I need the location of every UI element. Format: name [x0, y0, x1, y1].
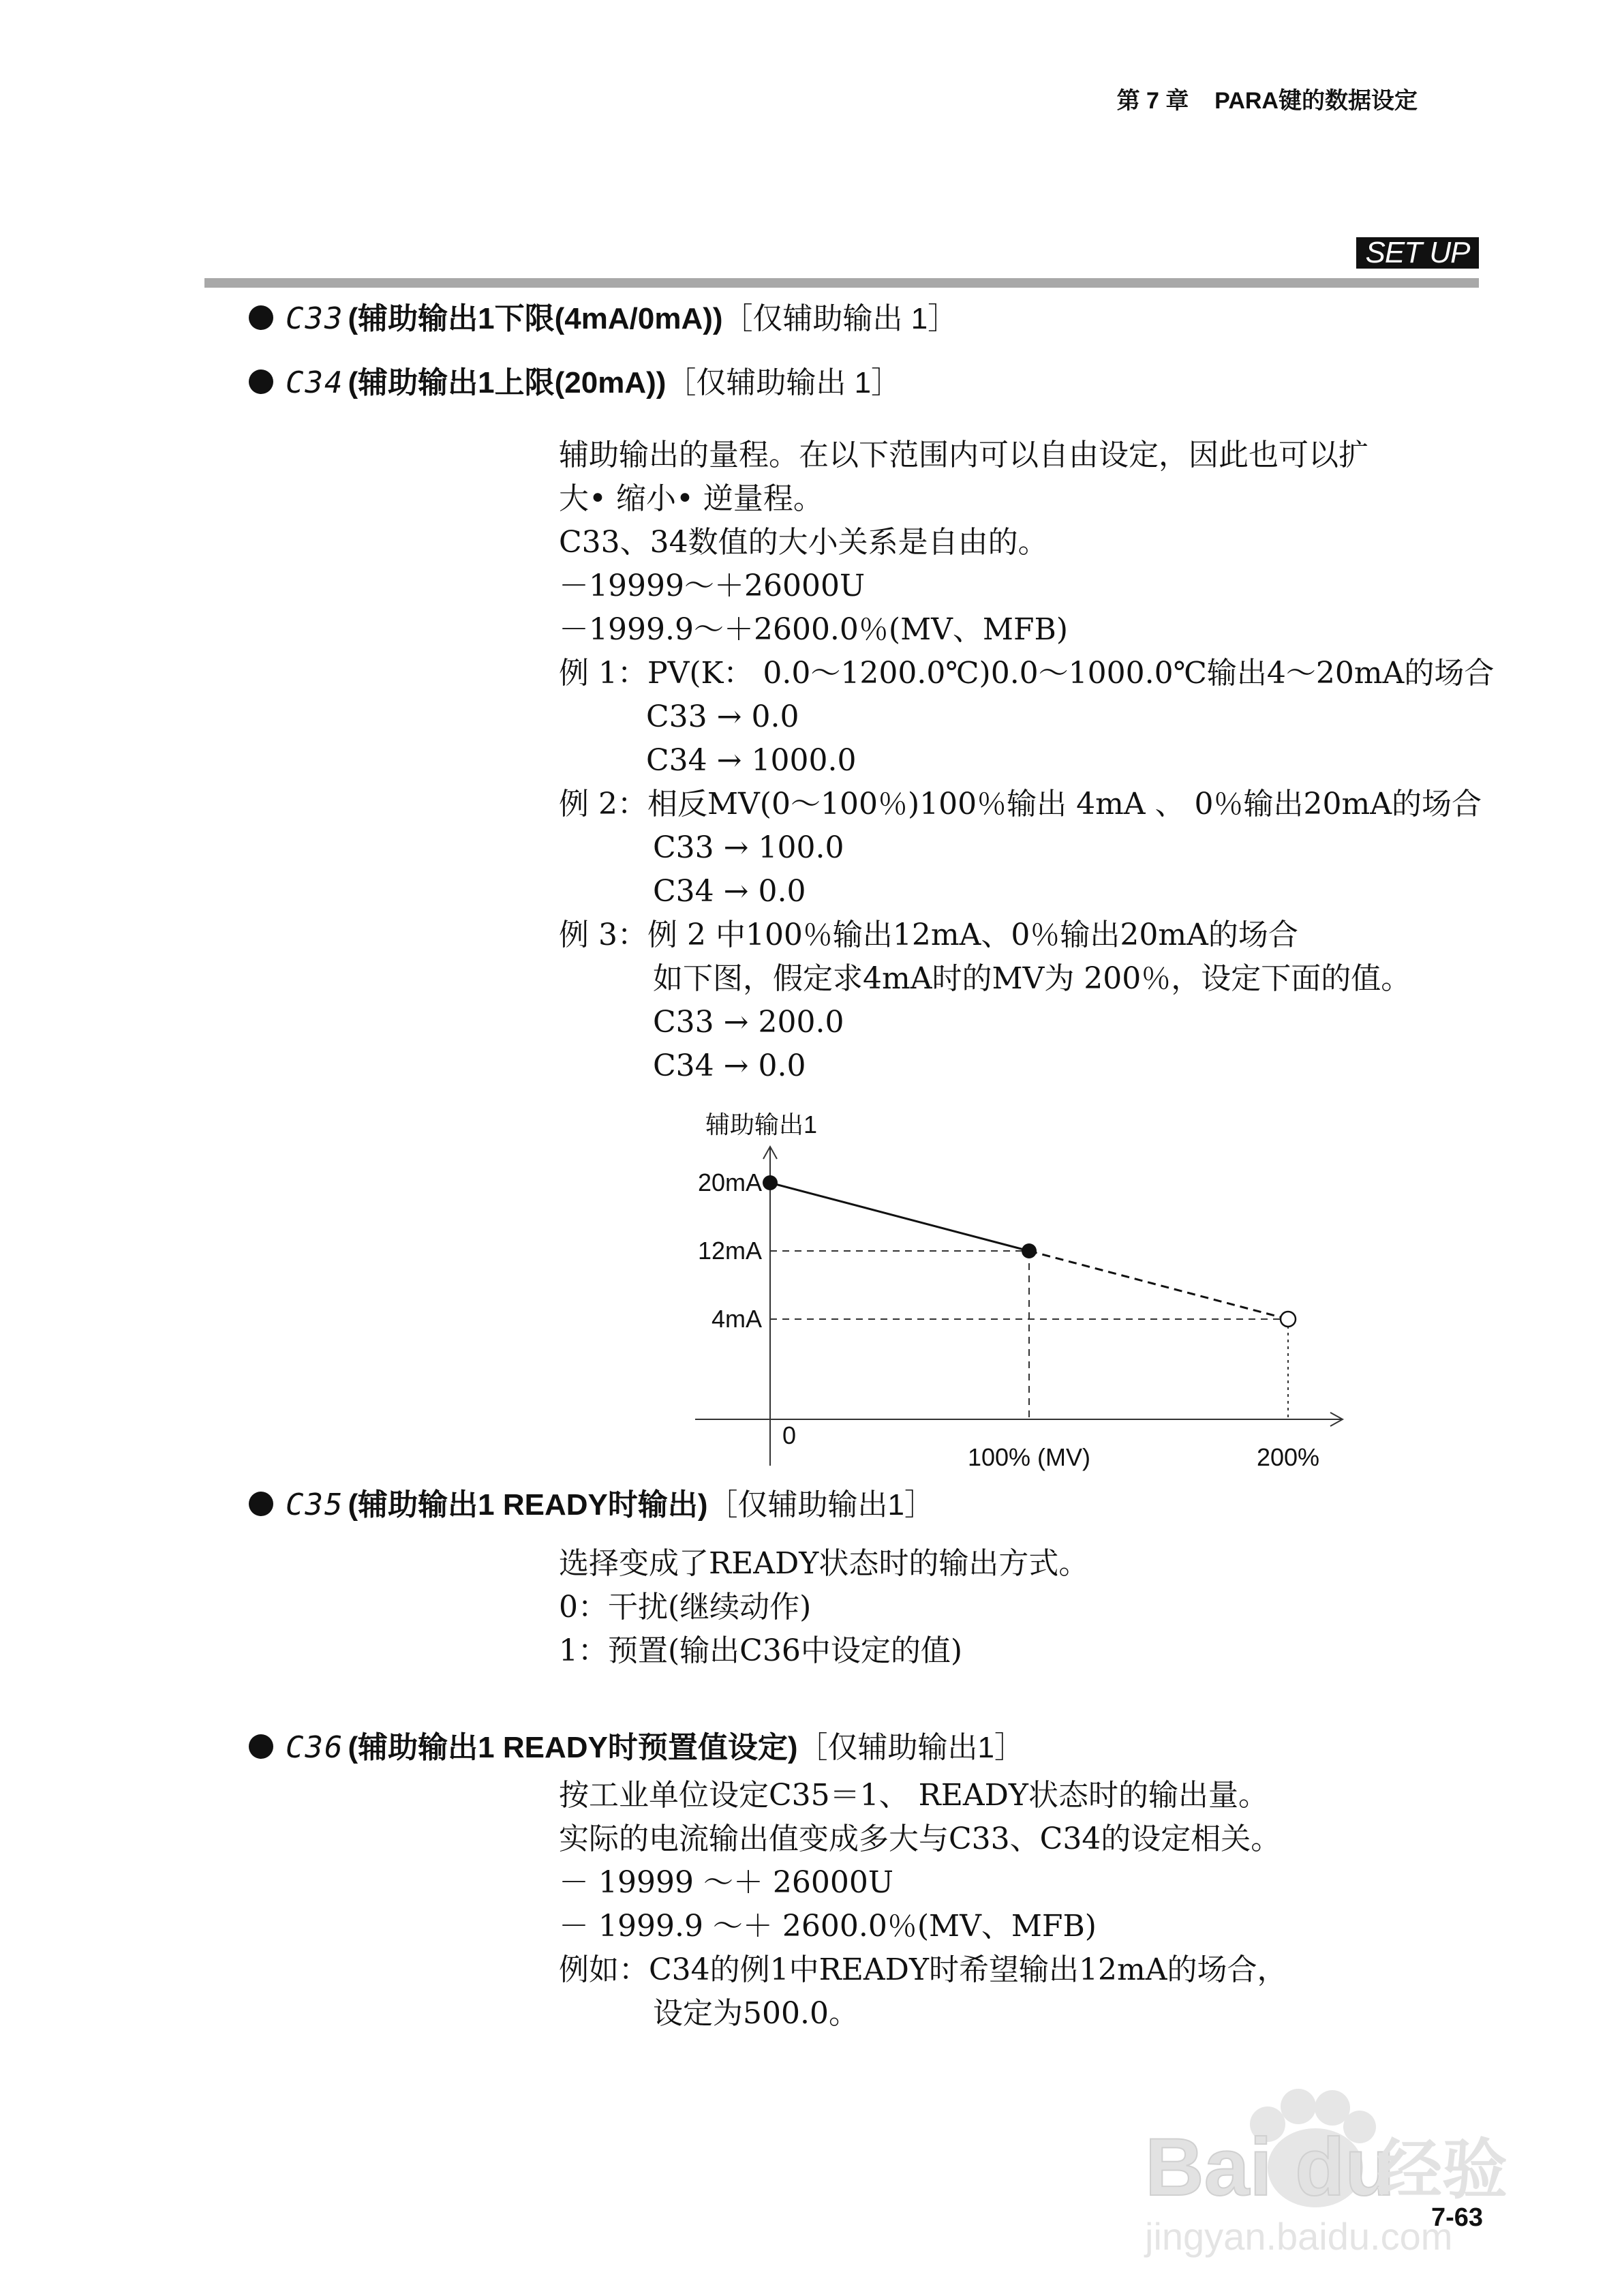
page-number: 7-63: [1431, 2203, 1484, 2232]
watermark-product: 经验: [1377, 2132, 1508, 2208]
text-line: C33 → 0.0: [646, 699, 799, 734]
text-line: － 1999.9 ～＋ 2600.0％(MV、MFB): [559, 1909, 1097, 1944]
example-1: 例 1：PV(K： 0.0～1200.0℃)0.0～1000.0℃输出4～20mA的场合: [559, 656, 1495, 691]
y-tick-label: 12mA: [697, 1237, 762, 1265]
text-line: －1999.9～＋2600.0％(MV、MFB): [559, 612, 1068, 647]
c36-tag: ［仅辅助输出1］: [797, 1731, 1024, 1764]
chapter-title: PARA键的数据设定: [1214, 88, 1418, 114]
text-line: －19999～＋26000U: [559, 569, 866, 603]
bullet-icon: [249, 369, 273, 394]
c33-tag: ［仅辅助输出 1］: [722, 302, 958, 335]
chapter-label: 第 7 章: [1116, 88, 1189, 114]
c35-tag: ［仅辅助输出1］: [707, 1488, 934, 1522]
text-line: 按工业单位设定C35＝1、 READY状态时的输出量。: [559, 1778, 1268, 1813]
item-c36: [249, 1729, 1024, 1767]
point-200-open: [1281, 1312, 1296, 1327]
series-dashed-line: [1029, 1251, 1288, 1319]
c36-code: C36: [286, 1730, 344, 1765]
option-0: 0：干扰(继续动作): [559, 1590, 812, 1625]
c35-description: [559, 1542, 1088, 1673]
series-solid-line: [770, 1183, 1029, 1251]
text-line: 设定为500.0。: [653, 1996, 859, 2031]
point-0: [763, 1175, 778, 1190]
c33-code: C33: [286, 301, 344, 336]
text-line: C33、34数值的大小关系是自由的。: [559, 525, 1048, 560]
item-c33: [249, 300, 958, 338]
c35-code: C35: [286, 1487, 344, 1522]
item-c34: [249, 364, 901, 402]
c33-title: (辅助输出1下限(4mA/0mA)): [348, 302, 723, 335]
baidu-watermark: [1090, 2059, 1554, 2263]
chart-marks: [698, 1168, 1319, 1471]
setup-badge: SET UP: [1356, 237, 1479, 269]
x-tick-label: 200%: [1256, 1443, 1320, 1471]
text-line: 如下图，假定求4mA时的MV为 200％，设定下面的值。: [653, 961, 1411, 996]
text-line: 选择变成了READY状态时的输出方式。: [559, 1546, 1089, 1581]
bullet-icon: [249, 1734, 273, 1759]
c34-tag: ［仅辅助输出 1］: [666, 366, 902, 399]
output-chart: [668, 1104, 1363, 1486]
y-tick-label: 20mA: [697, 1168, 762, 1196]
section-rule: [204, 278, 1479, 288]
c36-description: [559, 1774, 1287, 2036]
y-tick-label: 4mA: [711, 1305, 762, 1333]
example-3: 例 3：例 2 中100％输出12mA、0％输出20mA的场合: [559, 918, 1298, 952]
bullet-icon: [249, 1492, 273, 1516]
text-line: C33 → 200.0: [653, 1005, 844, 1040]
text-line: C33 → 100.0: [653, 830, 844, 865]
text-line: C34 → 0.0: [653, 874, 806, 909]
page-header: [1117, 82, 1418, 115]
text-line: 大• 缩小• 逆量程。: [559, 481, 823, 516]
watermark-url: jingyan.baidu.com: [1145, 2215, 1453, 2258]
c34-description: [559, 434, 1494, 1088]
option-1: 1：预置(输出C36中设定的值): [559, 1633, 962, 1668]
watermark-brand: Bai du: [1145, 2121, 1395, 2213]
point-100: [1022, 1243, 1037, 1258]
chart-ylabel: 辅助输出1: [705, 1111, 818, 1138]
c35-title: (辅助输出1 READY时输出): [348, 1488, 708, 1522]
text-line: － 19999 ～＋ 26000U: [559, 1865, 893, 1900]
x-tick-label: 0: [782, 1421, 797, 1449]
c36-title: (辅助输出1 READY时预置值设定): [348, 1731, 798, 1764]
item-c35: [249, 1486, 934, 1524]
text-line: C34 → 0.0: [653, 1048, 806, 1083]
example-text: 例如：C34的例1中READY时希望输出12mA的场合，: [559, 1952, 1287, 1987]
text-line: C34 → 1000.0: [646, 743, 857, 778]
text-line: 辅助输出的量程。在以下范围内可以自由设定，因此也可以扩: [559, 438, 1368, 472]
text-line: 实际的电流输出值变成多大与C33、C34的设定相关。: [559, 1822, 1281, 1856]
x-tick-label: 100% (MV): [967, 1443, 1091, 1471]
bullet-icon: [249, 305, 273, 330]
example-2: 例 2：相反MV(0～100％)100％输出 4mA 、 0％输出20mA的场合: [559, 787, 1482, 821]
c34-code: C34: [286, 365, 344, 400]
c34-title: (辅助输出1上限(20mA)): [348, 366, 667, 399]
